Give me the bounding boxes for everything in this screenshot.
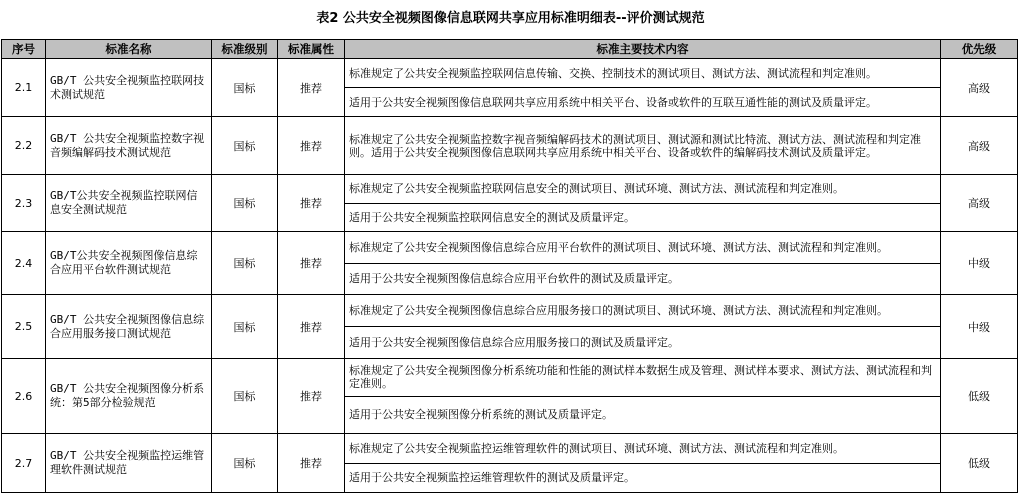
cell-content: [345, 359, 941, 434]
content-scope: 标准规定了公共安全视频图像分析系统功能和性能的测试样本数据生成及管理、测试样本要求、测试方法、测试流程和判定准则。: [349, 364, 932, 391]
cell-attr: 推荐: [278, 175, 345, 232]
cell-level: 国标: [212, 59, 278, 117]
cell-name: GB/T 公共安全视频监控联网技术测试规范: [46, 59, 212, 117]
cell-seq: 2.7: [2, 434, 46, 493]
cell-seq: 2.2: [2, 117, 46, 175]
content-scope: 标准规定了公共安全视频图像信息综合应用服务接口的测试项目、测试环境、测试方法、测试流程和判定准则。: [349, 304, 888, 317]
cell-attr: 推荐: [278, 59, 345, 117]
cell-seq: 2.1: [2, 59, 46, 117]
content-scope: 标准规定了公共安全视频监控运维管理软件的测试项目、测试环境、测试方法、测试流程和判定准则。: [349, 441, 844, 455]
table-row: [2, 232, 1018, 295]
content-applicability: 适用于公共安全视频监控联网信息安全的测试及质量评定。: [345, 203, 940, 232]
cell-content: [345, 59, 941, 117]
cell-priority: 中级: [941, 295, 1018, 359]
table-title: 表2 公共安全视频图像信息联网共享应用标准明细表--评价测试规范: [316, 11, 705, 26]
header-level: 标准级别: [212, 40, 278, 59]
cell-content: [345, 232, 941, 295]
cell-level: 国标: [212, 434, 278, 493]
cell-attr: 推荐: [278, 359, 345, 434]
content-scope: 标准规定了公共安全视频监控数字视音频编解码技术的测试项目、测试源和测试比特流、测试方法、测试流程和判定准则。适用于公共安全视频图像信息联网共享应用系统中相关平台、设备或软件的编解码技术测试及质量评定。: [349, 132, 921, 159]
standards-table: [1, 39, 1018, 493]
content-scope: 标准规定了公共安全视频图像信息综合应用平台软件的测试项目、测试环境、测试方法、测试流程和判定准则。: [349, 240, 888, 254]
cell-name: GB/T 公共安全视频图像信息综合应用服务接口测试规范: [46, 295, 212, 359]
header-row: [2, 40, 1018, 59]
cell-level: 国标: [212, 295, 278, 359]
content-applicability: 适用于公共安全视频图像信息综合应用平台软件的测试及质量评定。: [345, 263, 940, 295]
header-seq: 序号: [2, 40, 46, 59]
table-row: [2, 117, 1018, 175]
cell-priority: 高级: [941, 117, 1018, 175]
cell-content: [345, 295, 941, 359]
content-applicability: 适用于公共安全视频监控运维管理软件的测试及质量评定。: [345, 463, 940, 493]
content-applicability: 适用于公共安全视频图像信息联网共享应用系统中相关平台、设备或软件的互联互通性能的测试及质量评定。: [345, 87, 940, 116]
header-priority: 优先级: [941, 40, 1018, 59]
table-row: [2, 175, 1018, 232]
cell-name: GB/T 公共安全视频监控数字视音频编解码技术测试规范: [46, 117, 212, 175]
cell-content: [345, 117, 941, 175]
header-name: 标准名称: [46, 40, 212, 59]
header-attr: 标准属性: [278, 40, 345, 59]
cell-content: [345, 175, 941, 232]
cell-priority: 中级: [941, 232, 1018, 295]
cell-priority: 低级: [941, 434, 1018, 493]
cell-seq: 2.5: [2, 295, 46, 359]
cell-level: 国标: [212, 175, 278, 232]
cell-attr: 推荐: [278, 117, 345, 175]
content-scope: 标准规定了公共安全视频监控联网信息安全的测试项目、测试环境、测试方法、测试流程和判定准则。: [349, 182, 844, 196]
cell-seq: 2.4: [2, 232, 46, 295]
table-row: [2, 359, 1018, 434]
cell-level: 国标: [212, 359, 278, 434]
cell-name: GB/T 公共安全视频图像分析系统：第5部分检验规范: [46, 359, 212, 434]
cell-attr: 推荐: [278, 232, 345, 295]
content-applicability: 适用于公共安全视频图像分析系统的测试及质量评定。: [345, 396, 940, 434]
cell-seq: 2.6: [2, 359, 46, 434]
content-applicability: 适用于公共安全视频图像信息综合应用服务接口的测试及质量评定。: [345, 326, 940, 358]
cell-priority: 高级: [941, 175, 1018, 232]
cell-priority: 低级: [941, 359, 1018, 434]
header-content: 标准主要技术内容: [345, 40, 941, 59]
cell-name: GB/T公共安全视频图像信息综合应用平台软件测试规范: [46, 232, 212, 295]
table-row: [2, 295, 1018, 359]
cell-level: 国标: [212, 232, 278, 295]
cell-level: 国标: [212, 117, 278, 175]
cell-priority: 高级: [941, 59, 1018, 117]
cell-content: [345, 434, 941, 493]
table-row: [2, 434, 1018, 493]
cell-name: GB/T公共安全视频监控联网信息安全测试规范: [46, 175, 212, 232]
table-row: [2, 59, 1018, 117]
cell-attr: 推荐: [278, 295, 345, 359]
cell-name: GB/T 公共安全视频监控运维管理软件测试规范: [46, 434, 212, 493]
cell-attr: 推荐: [278, 434, 345, 493]
cell-seq: 2.3: [2, 175, 46, 232]
content-scope: 标准规定了公共安全视频监控联网信息传输、交换、控制技术的测试项目、测试方法、测试流程和判定准则。: [349, 66, 877, 80]
